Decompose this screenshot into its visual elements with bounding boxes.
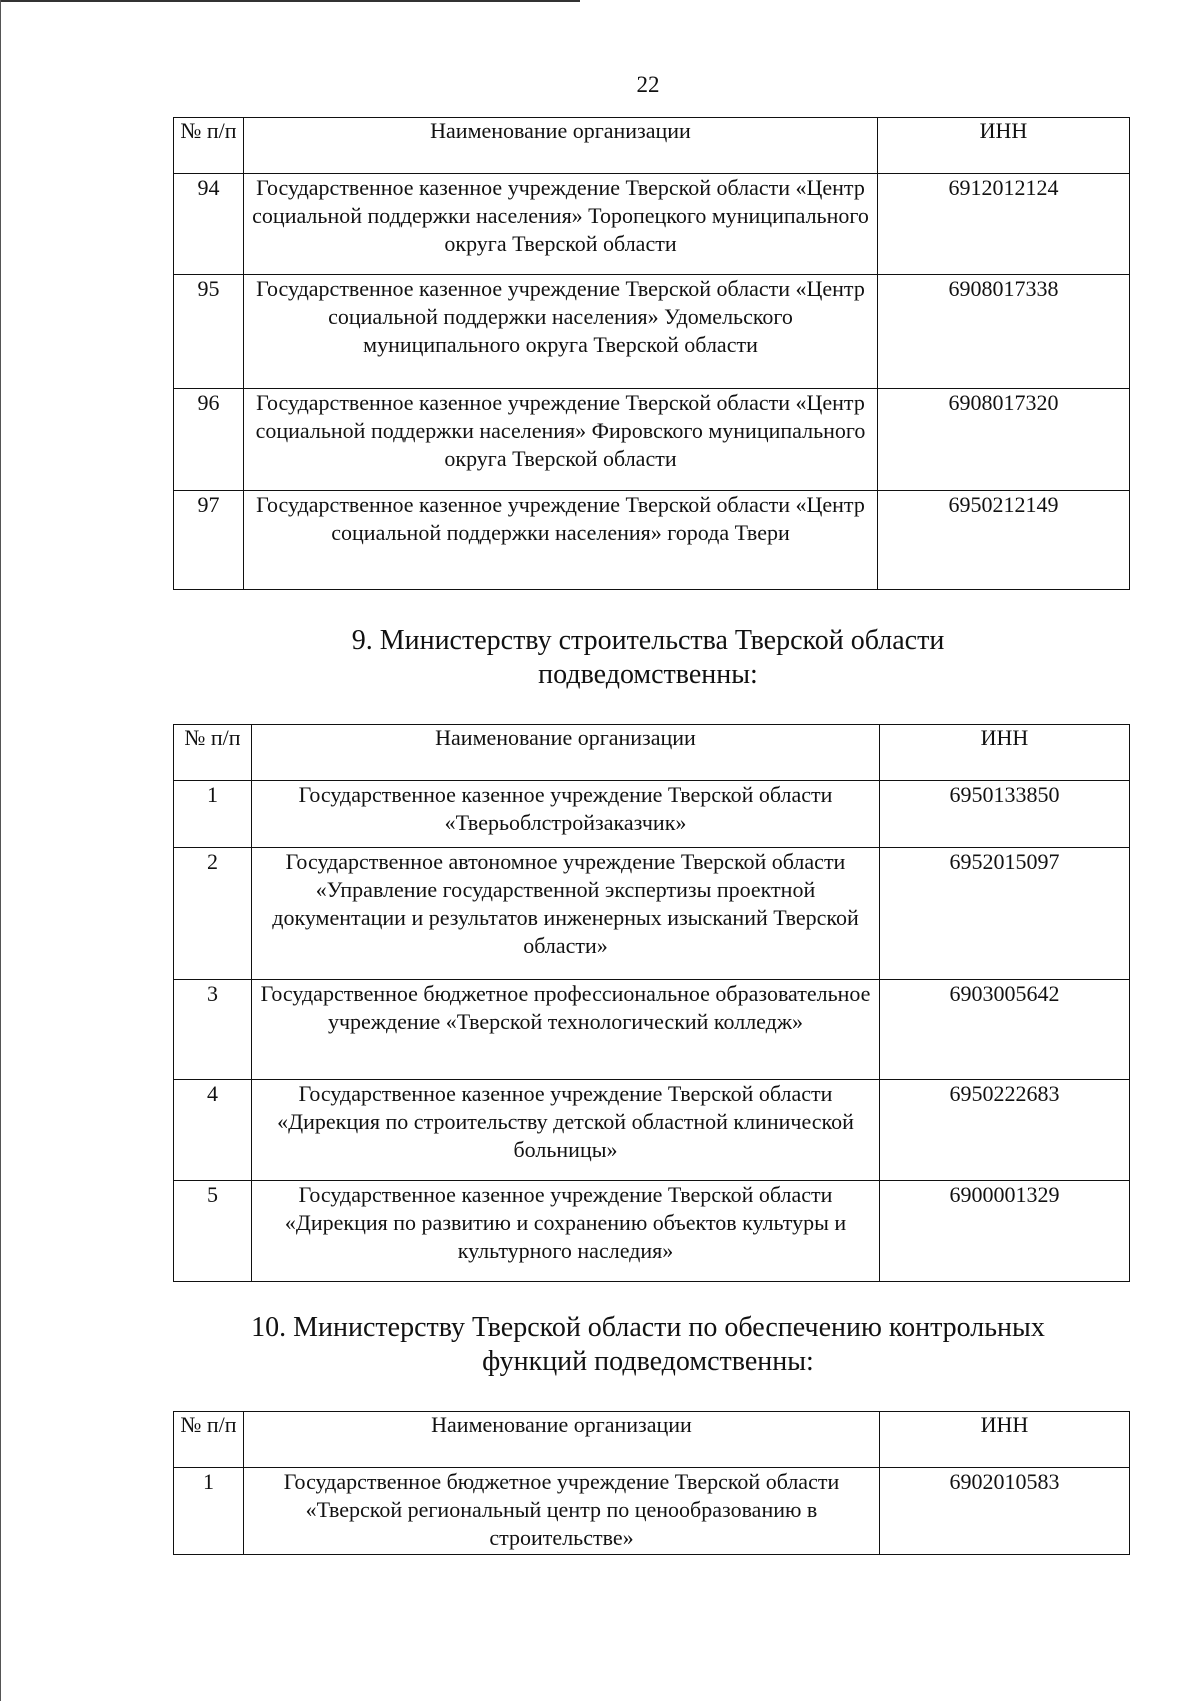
row-inn: 6950222683 xyxy=(880,1080,1130,1181)
row-inn: 6900001329 xyxy=(880,1181,1130,1282)
table-row xyxy=(174,491,1130,590)
table-construction xyxy=(173,724,1130,1282)
row-name: Государственное бюджетное профессиональное образовательное учреждение «Тверской технологический колледж» xyxy=(252,980,880,1080)
row-num: 94 xyxy=(174,174,244,275)
row-name: Государственное бюджетное учреждение Тверской области «Тверской региональный центр по ценообразованию в строительстве» xyxy=(244,1468,880,1555)
row-inn: 6902010583 xyxy=(880,1468,1130,1555)
header-name: Наименование организации xyxy=(244,1412,880,1468)
row-num: 1 xyxy=(174,1468,244,1555)
row-inn: 6912012124 xyxy=(878,174,1130,275)
header-inn: ИНН xyxy=(880,1412,1130,1468)
header-num: № п/п xyxy=(174,118,244,174)
table-header-row xyxy=(174,725,1130,781)
row-name: Государственное казенное учреждение Тверской области «Центр социальной поддержки населения» города Твери xyxy=(244,491,878,590)
row-name: Государственное автономное учреждение Тверской области «Управление государственной экспертизы проектной документации и результатов инженерных изысканий Тверской области» xyxy=(252,848,880,980)
row-num: 1 xyxy=(174,781,252,848)
header-inn: ИНН xyxy=(878,118,1130,174)
table-row xyxy=(174,980,1130,1080)
section-10-title xyxy=(0,1311,1200,1379)
table-row xyxy=(174,781,1130,848)
row-inn: 6950133850 xyxy=(880,781,1130,848)
table-header-row xyxy=(174,118,1130,174)
table-social-support xyxy=(173,117,1130,590)
row-name: Государственное казенное учреждение Тверской области «Дирекция по строительству детской областной клинической больницы» xyxy=(252,1080,880,1181)
table-header-row xyxy=(174,1412,1130,1468)
header-name: Наименование организации xyxy=(252,725,880,781)
table-row xyxy=(174,275,1130,389)
row-num: 2 xyxy=(174,848,252,980)
row-name: Государственное казенное учреждение Тверской области «Центр социальной поддержки населения» Удомельского муниципального округа Тверской области xyxy=(244,275,878,389)
header-inn: ИНН xyxy=(880,725,1130,781)
header-num: № п/п xyxy=(174,1412,244,1468)
table-row xyxy=(174,389,1130,491)
row-inn: 6952015097 xyxy=(880,848,1130,980)
scan-edge-top xyxy=(0,0,580,2)
table-row xyxy=(174,1468,1130,1555)
header-name: Наименование организации xyxy=(244,118,878,174)
section-9-title xyxy=(0,624,1200,692)
row-num: 5 xyxy=(174,1181,252,1282)
section-10-title-text: 10. Министерству Тверской области по обеспечению контрольных функций подведомственны: xyxy=(251,1312,1045,1377)
header-num: № п/п xyxy=(174,725,252,781)
table-row xyxy=(174,174,1130,275)
row-num: 97 xyxy=(174,491,244,590)
row-inn: 6903005642 xyxy=(880,980,1130,1080)
row-name: Государственное казенное учреждение Тверской области «Дирекция по развитию и сохранению объектов культуры и культурного наследия» xyxy=(252,1181,880,1282)
table-control-functions xyxy=(173,1411,1130,1555)
page-number: 22 xyxy=(636,72,660,97)
table-row xyxy=(174,848,1130,980)
section-9-title-text: 9. Министерству строительства Тверской области подведомственны: xyxy=(351,625,945,690)
table-row xyxy=(174,1181,1130,1282)
table-row xyxy=(174,1080,1130,1181)
scan-edge-left xyxy=(0,0,1,1701)
row-name: Государственное казенное учреждение Тверской области «Центр социальной поддержки населения» Торопецкого муниципального округа Тверской области xyxy=(244,174,878,275)
row-inn: 6908017338 xyxy=(878,275,1130,389)
row-num: 4 xyxy=(174,1080,252,1181)
row-name: Государственное казенное учреждение Тверской области «Центр социальной поддержки населения» Фировского муниципального округа Тверской области xyxy=(244,389,878,491)
row-inn: 6908017320 xyxy=(878,389,1130,491)
row-inn: 6950212149 xyxy=(878,491,1130,590)
row-num: 95 xyxy=(174,275,244,389)
row-num: 96 xyxy=(174,389,244,491)
row-name: Государственное казенное учреждение Тверской области «Тверьоблстройзаказчик» xyxy=(252,781,880,848)
row-num: 3 xyxy=(174,980,252,1080)
